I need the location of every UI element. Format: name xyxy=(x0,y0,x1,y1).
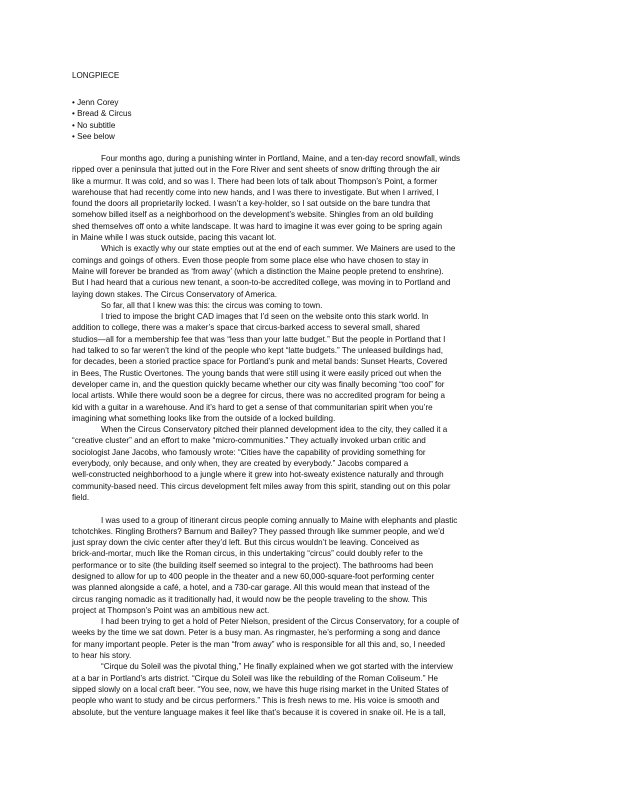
text-line: When the Circus Conservatory pitched their planned development idea to the city, they called it a xyxy=(101,425,448,435)
text-line: in Bees, The Rustic Overtones. The young bands that were still using it were easily priced out when the xyxy=(72,368,442,378)
document-heading: LONGPIECE xyxy=(72,71,120,80)
text-line: shed themselves off onto a white landscape. It was hard to imagine it was ever going to be spring again xyxy=(72,221,443,231)
body-paragraph xyxy=(72,515,556,617)
bullet-item: • Bread & Circus xyxy=(72,109,132,119)
text-line: sociologist Jane Jacobs, who famously wrote: “Cities have the capability of providing something for xyxy=(72,447,426,457)
document-body xyxy=(72,153,556,718)
text-line: people who want to study and be circus performers.” This is fresh news to me. His voice is smooth and xyxy=(72,696,440,706)
text-line: laying down stakes. The Circus Conservatory of America. xyxy=(72,289,277,299)
text-line: project at Thompson’s Point was an ambitious new act. xyxy=(72,605,270,615)
body-paragraph xyxy=(72,153,556,243)
body-paragraph xyxy=(72,243,556,299)
text-line: in Maine while I was stuck outside, pacing this vacant lot. xyxy=(72,233,277,243)
body-paragraph xyxy=(72,300,556,311)
text-line: sipped slowly on a local craft beer. “You see, now, we have this huge rising market in the United States of xyxy=(72,684,449,694)
bullet-list xyxy=(72,97,372,142)
text-line: performance or to site (the building itself seemed so integral to the project). The bathrooms had been xyxy=(72,560,434,570)
text-line: comings and goings of others. Even those people from some place else who have chosen to stay in xyxy=(72,255,429,265)
text-line: Maine will forever be branded as ‘from away’ (which a distinction the Maine people pretend to enshrine). xyxy=(72,266,444,276)
text-line: warehouse that had recently come into new hands, and I was there to investigate. But when I arrived, I xyxy=(72,187,439,197)
text-line: I had been trying to get a hold of Peter Nielson, president of the Circus Conservatory, for a couple of xyxy=(101,617,459,627)
text-line: “creative cluster” and an effort to make “micro-communities.” They actually invoked urban critic and xyxy=(72,436,426,446)
body-paragraph xyxy=(72,616,556,661)
text-line: local artists. While there would soon be a degree for circus, there was no accredited program for being a xyxy=(72,391,445,401)
body-paragraph xyxy=(72,311,556,424)
text-line: weeks by the time we sat down. Peter is a busy man. As ringmaster, he’s performing a song and dance xyxy=(72,628,441,638)
text-line: somehow billed itself as a neighborhood on the development’s website. Shingles from an old building xyxy=(72,210,434,220)
text-line: to hear his story. xyxy=(72,651,132,661)
text-line: for many important people. Peter is the man “from away” who is responsible for all this and, so, I needed xyxy=(72,639,445,649)
text-line: absolute, but the venture language makes it feel like that’s because it is covered in snake oil. He is a tall, xyxy=(72,707,446,717)
text-line: field. xyxy=(72,492,90,502)
text-line: Which is exactly why our state empties out at the end of each summer. We Mainers are used to the xyxy=(101,244,456,254)
text-line: at a bar in Portland’s arts district. “Cirque du Soleil was like the rebuilding of the Roman Coliseum.” He xyxy=(72,673,439,683)
text-line: addition to college, there was a maker’s space that circus-barked access to several small, shared xyxy=(72,323,420,333)
text-line: like a murmur. It was cold, and so was I. There had been lots of talk about Thompson’s Point, a former xyxy=(72,176,438,186)
bullet-item: • No subtitle xyxy=(72,120,116,130)
text-line: just spray down the civic center after they’d left. But this circus wouldn’t be leaving. Conceived as xyxy=(72,538,420,548)
text-line: brick-and-mortar, much like the Roman circus, in this undertaking “circus” could doubly refer to the xyxy=(72,549,423,559)
text-line: was planned alongside a café, a hotel, and a 730-car garage. All this would mean that instead of the xyxy=(72,583,430,593)
text-line: found the doors all proprietarily locked. I wasn’t a key-holder, so I sat outside on the bare tundra that xyxy=(72,199,431,209)
bullet-item: • See below xyxy=(72,131,115,141)
text-line: designed to allow for up to 400 people in the theater and a new 60,000-square-foot performing center xyxy=(72,571,435,581)
text-line: imagining what something looks like from the outside of a locked building. xyxy=(72,413,336,423)
text-line: for decades, been a storied practice space for Portland’s punk and metal bands: Sunset Hearts, Covered xyxy=(72,357,448,367)
bullet-item: • Jenn Corey xyxy=(72,98,119,107)
text-line: everybody, only because, and only when, they are created by everybody.” Jacobs compared a xyxy=(72,459,409,469)
text-line: Four months ago, during a punishing winter in Portland, Maine, and a ten-day record snowfall, winds xyxy=(101,154,461,163)
text-line: “Cirque du Soleil was the pivotal thing,” He finally explained when we got started with the interview xyxy=(101,662,453,672)
text-line: I tried to impose the bright CAD images that I’d seen on the website onto this stark world. In xyxy=(101,312,429,322)
text-line: kid with a guitar in a warehouse. And it’s hard to get a sense of that communitarian spirit when you’re xyxy=(72,402,433,412)
text-line: had talked to so far weren’t the kind of the people who kept “latte budgets.” The unleased buildings had, xyxy=(72,346,444,356)
text-line: So far, all that I knew was this: the circus was coming to town. xyxy=(101,300,323,310)
text-line: developer came in, and the question quickly became whether our city was finally becoming “too cool” for xyxy=(72,379,445,389)
text-line: tchotchkes. Ringling Brothers? Barnum and Bailey? They passed through like summer people, and we’d xyxy=(72,526,445,536)
body-paragraph xyxy=(72,661,556,717)
text-line: But I had heard that a curious new tenant, a soon-to-be accredited college, was moving in to Portland and xyxy=(72,278,451,288)
text-line: studios—all for a membership fee that was “less than your latte budget.” But the people in Portland that I xyxy=(72,334,446,344)
text-line: I was used to a group of itinerant circus people coming annually to Maine with elephants and plastic xyxy=(101,515,458,525)
text-line: circus ranging nomadic as it traditionally had, it would now be the people traveling to the show. This xyxy=(72,594,428,604)
text-line: ripped over a peninsula that jutted out in the Fore River and sent sheets of snow drifting through the air xyxy=(72,165,441,175)
text-line: well-constructed neighborhood to a jungle where it grew into hot-sweaty existence naturally and through xyxy=(72,470,444,480)
body-paragraph xyxy=(72,424,556,503)
text-line: community-based need. This circus development felt miles away from this spirit, standing out on this polar xyxy=(72,481,451,491)
